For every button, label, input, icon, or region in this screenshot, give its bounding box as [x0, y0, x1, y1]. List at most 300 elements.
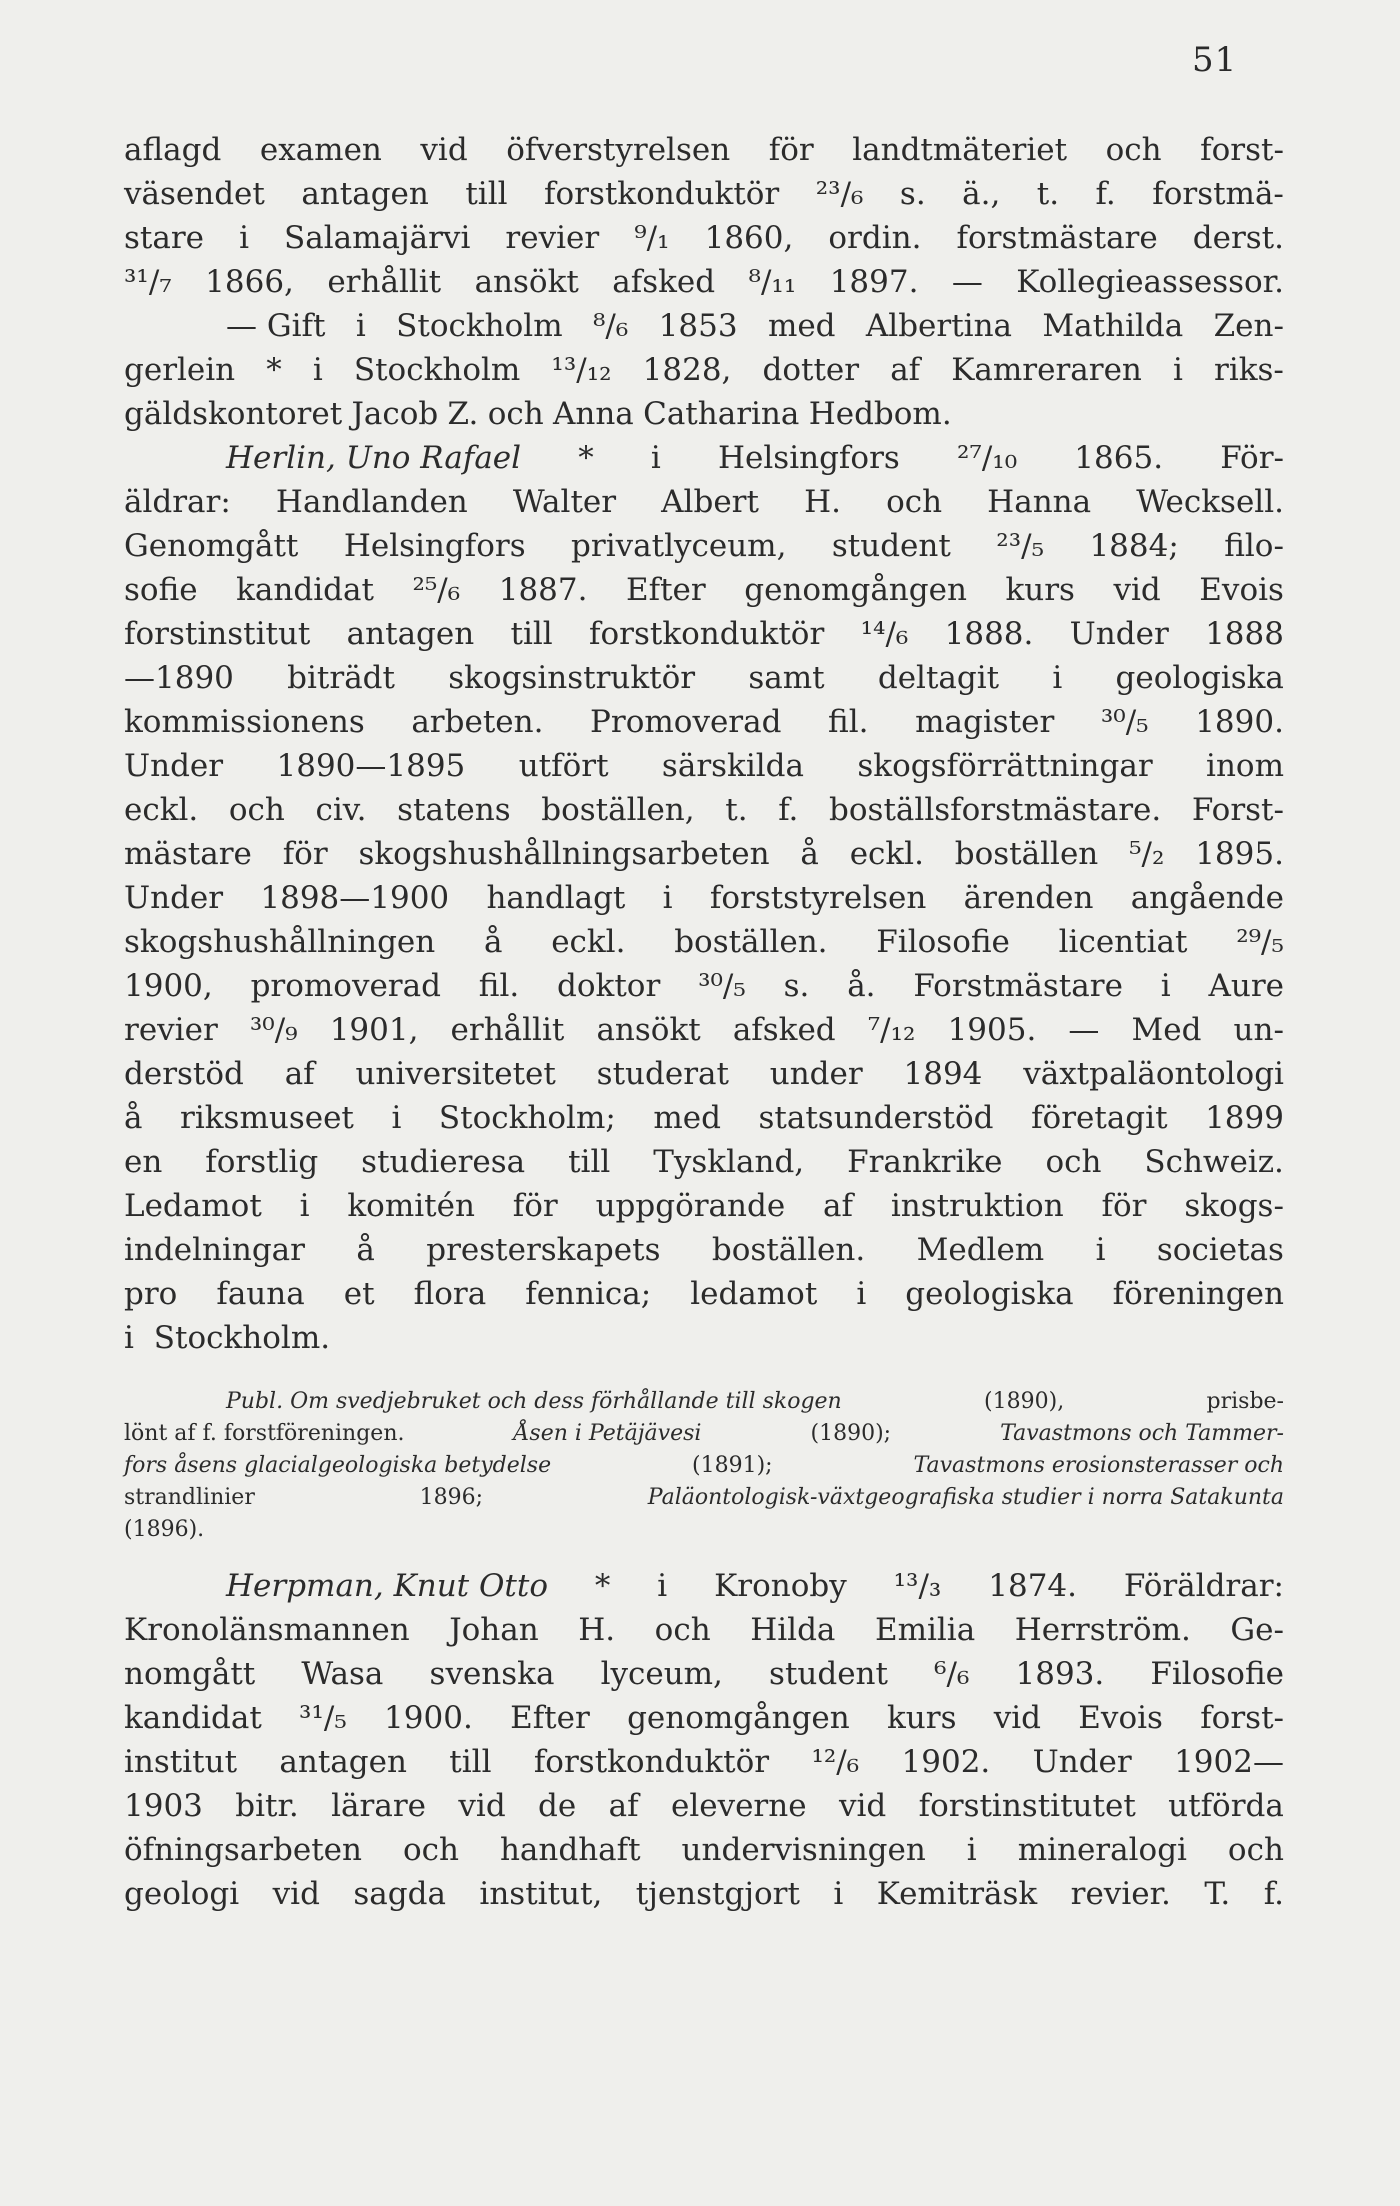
word: 1895.	[1195, 836, 1284, 872]
word: landtmäteriet	[852, 132, 1068, 168]
word: Stockholm	[396, 308, 563, 344]
word: till	[510, 616, 553, 652]
word: ³⁰/₅	[1100, 704, 1149, 740]
word: 1890.	[1195, 704, 1284, 740]
word: för	[512, 1188, 558, 1224]
text-line	[124, 524, 1284, 568]
word: Kronolänsmannen	[124, 1612, 410, 1648]
word: strandlinier	[124, 1485, 255, 1510]
word: å.	[847, 968, 876, 1004]
word: —1890	[124, 660, 234, 696]
word: ⁹/₁	[634, 220, 670, 256]
word: svenska	[429, 1656, 555, 1692]
word: H.	[578, 1612, 616, 1648]
word: Promoverad	[590, 704, 782, 740]
text-line	[124, 1386, 1284, 1418]
word: Stockholm	[353, 352, 521, 388]
text-line	[124, 436, 1284, 480]
word: Medlem	[916, 1232, 1045, 1268]
word: ⁷/₁₂	[867, 1012, 916, 1048]
word: Kronoby	[714, 1568, 847, 1604]
text-line	[124, 1828, 1284, 1872]
word: gerlein	[124, 352, 236, 388]
word: Herlin, Uno Rafael	[226, 440, 522, 476]
word: 1874.	[988, 1568, 1077, 1604]
word: privatlyceum,	[571, 528, 787, 564]
word: eckl.	[849, 836, 924, 872]
word: forstmästare	[956, 220, 1158, 256]
word: 1902.	[901, 1744, 991, 1780]
word: Helsingfors	[718, 440, 900, 476]
word: fil.	[478, 968, 520, 1004]
word: 1866,	[205, 264, 294, 300]
word: kurs	[1005, 572, 1075, 608]
word: i	[1172, 352, 1183, 388]
word: 1900,	[124, 968, 213, 1004]
word: en	[124, 1144, 163, 1180]
word: Evois	[1199, 572, 1284, 608]
text-line	[124, 1272, 1284, 1316]
word: geologi	[124, 1876, 240, 1912]
word: för	[282, 836, 328, 872]
word: Under	[124, 748, 224, 784]
word: Åsen i Petäjävesi	[513, 1421, 702, 1446]
word: angående	[1130, 880, 1284, 916]
word: i	[1052, 660, 1063, 696]
page-number: 51	[1192, 40, 1238, 80]
word: 1853	[658, 308, 738, 344]
word: aflagd	[124, 132, 222, 168]
word: till	[465, 176, 508, 212]
word: i	[312, 352, 323, 388]
word: instruktion	[890, 1188, 1064, 1224]
word: (1890);	[810, 1421, 892, 1446]
text-line	[124, 876, 1284, 920]
word: Aure	[1208, 968, 1284, 1004]
text-line	[124, 1008, 1284, 1052]
word: Filosofie	[1150, 1656, 1284, 1692]
word: derst.	[1192, 220, 1284, 256]
word: å	[124, 1100, 143, 1136]
word: Under	[124, 880, 224, 916]
word: Under	[1032, 1744, 1132, 1780]
word: gäldskontoret	[124, 396, 343, 432]
word: Emilia	[874, 1612, 976, 1648]
word: 1865.	[1074, 440, 1164, 476]
word: antagen	[346, 616, 475, 652]
word: un-	[1233, 1012, 1284, 1048]
word: af	[823, 1188, 854, 1224]
word: inom	[1206, 748, 1284, 784]
text-line	[124, 1608, 1284, 1652]
word: Föräldrar:	[1123, 1568, 1284, 1604]
word: öfningsarbeten	[124, 1832, 362, 1868]
word: för	[768, 132, 814, 168]
word: geologiska	[1115, 660, 1284, 696]
word: — Gift	[226, 308, 326, 344]
word: erhållit	[327, 264, 442, 300]
word: Forst-	[1191, 792, 1284, 828]
word: erhållit	[450, 1012, 565, 1048]
word: vid	[838, 1788, 887, 1824]
text-line	[124, 656, 1284, 700]
word: mästare	[124, 836, 252, 872]
word: Paläontologisk-växtgeografiska studier i norra Satakunta	[647, 1485, 1284, 1510]
word: biträdt	[287, 660, 395, 696]
word: företagit	[1031, 1100, 1168, 1136]
word: vid	[1113, 572, 1161, 608]
text-line	[124, 172, 1284, 216]
word: handhaft	[499, 1832, 641, 1868]
text-line	[124, 392, 1284, 436]
word: Ge-	[1230, 1612, 1284, 1648]
word: särskilda	[661, 748, 804, 784]
word: af	[284, 1056, 315, 1092]
word: fauna	[216, 1276, 305, 1312]
text-line	[124, 1564, 1284, 1608]
word: boställen,	[541, 792, 695, 828]
word: 1893.	[1015, 1656, 1105, 1692]
word: Tavastmons och Tammer-	[1000, 1421, 1284, 1446]
text-line	[124, 1418, 1284, 1450]
word: statsunderstöd	[758, 1100, 994, 1136]
word: och	[886, 484, 943, 520]
word: och	[1105, 132, 1162, 168]
word: sofie	[124, 572, 198, 608]
word: skogs-	[1184, 1188, 1284, 1224]
word: och	[1227, 1832, 1284, 1868]
word: deltagit	[877, 660, 1000, 696]
text-line	[124, 480, 1284, 524]
word: vid	[458, 1788, 506, 1824]
word: i	[391, 1100, 402, 1136]
word: å	[800, 836, 819, 872]
word: 1887.	[498, 572, 588, 608]
word: forstkonduktör	[533, 1744, 770, 1780]
word: ledamot	[690, 1276, 818, 1312]
word: boställen.	[711, 1232, 866, 1268]
publications-list	[124, 1386, 1284, 1546]
word: Kollegieassessor.	[1016, 264, 1284, 300]
text-line	[124, 1450, 1284, 1482]
word: institut	[124, 1744, 238, 1780]
word: för	[1101, 1188, 1147, 1224]
word: *	[578, 440, 594, 476]
word: mineralogi	[1017, 1832, 1187, 1868]
word: 1888	[1205, 616, 1284, 652]
word: skogshushållningsarbeten	[358, 836, 770, 872]
word: under	[769, 1056, 863, 1092]
word: ²³/₆	[815, 176, 864, 212]
word: Ledamot	[124, 1188, 262, 1224]
word: och	[228, 792, 285, 828]
word: till	[568, 1144, 611, 1180]
word: kandidat	[124, 1700, 262, 1736]
word: filo-	[1224, 528, 1284, 564]
word: Salamajärvi	[284, 220, 471, 256]
word: universitetet	[355, 1056, 556, 1092]
word: i	[657, 1568, 668, 1604]
word: Z.	[447, 396, 479, 432]
word: Wasa	[301, 1656, 384, 1692]
word: afsked	[732, 1012, 836, 1048]
word: boställsforstmästare.	[829, 792, 1162, 828]
word: ⁵/₂	[1129, 836, 1165, 872]
word: antagen	[301, 176, 429, 212]
word: ²⁹/₅	[1236, 924, 1284, 960]
word: ²⁵/₆	[412, 572, 461, 608]
word: Wecksell.	[1136, 484, 1284, 520]
word: derstöd	[124, 1056, 244, 1092]
word: ³¹/₅	[299, 1700, 347, 1736]
word: i	[299, 1188, 310, 1224]
word: Efter	[510, 1700, 590, 1736]
word: Johan	[449, 1612, 539, 1648]
word: forst-	[1200, 132, 1284, 168]
word: Filosofie	[876, 924, 1010, 960]
word: kommissionens	[124, 704, 365, 740]
word: tjenstgjort	[635, 1876, 800, 1912]
word: forstkonduktör	[543, 176, 780, 212]
word: ²³/₅	[996, 528, 1044, 564]
word: Kemiträsk	[876, 1876, 1038, 1912]
text-line	[124, 1652, 1284, 1696]
word: med	[767, 308, 836, 344]
word: vid	[993, 1700, 1042, 1736]
word: Med	[1131, 1012, 1202, 1048]
word: i	[966, 1832, 977, 1868]
word: Evois	[1078, 1700, 1163, 1736]
word: Tavastmons erosionsterasser och	[913, 1453, 1284, 1478]
word: ³⁰/₉	[249, 1012, 298, 1048]
word: institut,	[479, 1876, 603, 1912]
word: Albert	[661, 484, 759, 520]
word: i Stockholm.	[124, 1320, 331, 1356]
word: ³¹/₇	[124, 264, 172, 300]
text-line	[124, 832, 1284, 876]
word: 1894	[903, 1056, 983, 1092]
word: handlagt	[486, 880, 626, 916]
word: 1890—1895	[276, 748, 466, 784]
word: ansökt	[596, 1012, 701, 1048]
word: och	[487, 396, 544, 432]
word: (1891);	[692, 1453, 773, 1478]
word: antagen	[279, 1744, 407, 1780]
word: Forstmästare	[913, 968, 1123, 1004]
word: å	[356, 1232, 375, 1268]
word: pro	[124, 1276, 178, 1312]
text-line	[124, 964, 1284, 1008]
word: i	[1160, 968, 1171, 1004]
word: eckl.	[551, 924, 626, 960]
word: et	[343, 1276, 375, 1312]
word: ⁸/₆	[592, 308, 629, 344]
word: promoverad	[250, 968, 441, 1004]
word: Tyskland,	[653, 1144, 805, 1180]
word: utförda	[1168, 1788, 1284, 1824]
word: skogshushållningen	[124, 924, 436, 960]
word: ¹³/₃	[893, 1568, 942, 1604]
word: revier	[124, 1012, 218, 1048]
word: ²⁷/₁₀	[956, 440, 1018, 476]
word: —	[1068, 1012, 1100, 1048]
text-line	[124, 700, 1284, 744]
word: riksmuseet	[180, 1100, 354, 1136]
word: i	[662, 880, 673, 916]
word: 1900.	[384, 1700, 473, 1736]
word: och	[402, 1832, 459, 1868]
word: 1903	[124, 1788, 203, 1824]
text-line	[124, 744, 1284, 788]
word: i	[856, 1276, 867, 1312]
word: Handlanden	[275, 484, 468, 520]
word: *	[266, 352, 282, 388]
text-line	[124, 1096, 1284, 1140]
word: genomgången	[627, 1700, 850, 1736]
word: Mathilda	[1042, 308, 1184, 344]
word: Albertina	[865, 308, 1013, 344]
word: Genomgått	[124, 528, 299, 564]
word: studerat	[596, 1056, 729, 1092]
word: (1890),	[984, 1389, 1065, 1414]
word: väsendet	[124, 176, 265, 212]
word: student	[831, 528, 951, 564]
word: bitr.	[235, 1788, 299, 1824]
word: examen	[259, 132, 382, 168]
word: fennica;	[525, 1276, 652, 1312]
word: s.	[899, 176, 926, 212]
word: samt	[748, 660, 825, 696]
word: å	[483, 924, 503, 960]
word: forst-	[1200, 1700, 1284, 1736]
word: ⁸/₁₁	[748, 264, 797, 300]
word: Publ. Om svedjebruket och dess förhållande till skogen	[226, 1389, 842, 1414]
word: revier.	[1070, 1876, 1171, 1912]
word: 1905.	[947, 1012, 1037, 1048]
word: För-	[1220, 440, 1284, 476]
word: i	[833, 1876, 844, 1912]
word: ansökt	[474, 264, 579, 300]
word: Zen-	[1213, 308, 1284, 344]
publications-block	[124, 1386, 1284, 1546]
text-line	[124, 1184, 1284, 1228]
word: i	[1095, 1232, 1106, 1268]
word: 1896;	[419, 1485, 484, 1510]
text-line	[124, 788, 1284, 832]
word: boställen.	[674, 924, 828, 960]
word: lönt af f. forstföreningen.	[124, 1421, 405, 1446]
word: öfverstyrelsen	[506, 132, 731, 168]
word: civ.	[315, 792, 367, 828]
text-line	[124, 348, 1284, 392]
word: forstlig	[205, 1144, 319, 1180]
text-line	[124, 1482, 1284, 1514]
word: f.	[1263, 1876, 1284, 1912]
word: undervisningen	[681, 1832, 926, 1868]
text-line	[124, 304, 1284, 348]
text-line	[124, 612, 1284, 656]
word: utfört	[518, 748, 609, 784]
word: komitén	[347, 1188, 475, 1224]
word: Herpman, Knut Otto	[226, 1568, 548, 1604]
text-line	[124, 1872, 1284, 1916]
word: Walter	[512, 484, 617, 520]
word: statens	[397, 792, 511, 828]
word: f.	[778, 792, 799, 828]
word: lyceum,	[600, 1656, 723, 1692]
word: föreningen	[1112, 1276, 1284, 1312]
word: Schweiz.	[1144, 1144, 1284, 1180]
word: 1899	[1205, 1100, 1284, 1136]
text-line	[124, 1316, 1284, 1360]
word: afsked	[612, 264, 716, 300]
word: ⁶/₆	[934, 1656, 970, 1692]
word: vid	[420, 132, 468, 168]
text-line	[124, 1514, 1284, 1546]
text-line	[124, 128, 1284, 172]
text-line	[124, 1052, 1284, 1096]
text-line	[124, 1784, 1284, 1828]
word: 1884;	[1089, 528, 1179, 564]
word: Helsingfors	[343, 528, 526, 564]
word: geologiska	[905, 1276, 1074, 1312]
word: Hanna	[987, 484, 1092, 520]
word: till	[449, 1744, 492, 1780]
word: (1896).	[124, 1517, 205, 1542]
word: kurs	[887, 1700, 957, 1736]
word: boställen	[954, 836, 1099, 872]
word: sagda	[353, 1876, 446, 1912]
word: Herrström.	[1014, 1612, 1191, 1648]
word: revier	[505, 220, 600, 256]
word: Hilda	[750, 1612, 836, 1648]
text-line	[124, 1140, 1284, 1184]
word: presterskapets	[426, 1232, 661, 1268]
text-line	[124, 920, 1284, 964]
word: ordin.	[828, 220, 922, 256]
word: kandidat	[236, 572, 374, 608]
word: studieresa	[361, 1144, 526, 1180]
word: 1897.	[829, 264, 919, 300]
word: Stockholm;	[438, 1100, 616, 1136]
word: 1888.	[944, 616, 1034, 652]
word: af	[890, 352, 921, 388]
word: skogsinstruktör	[448, 660, 696, 696]
text-line	[124, 568, 1284, 612]
word: 1898—1900	[260, 880, 450, 916]
word: flora	[413, 1276, 487, 1312]
word: ³⁰/₅	[698, 968, 746, 1004]
word: f.	[1095, 176, 1116, 212]
word: och	[654, 1612, 711, 1648]
word: ¹⁴/₆	[860, 616, 909, 652]
word: prisbe-	[1206, 1389, 1284, 1414]
word: af	[608, 1788, 639, 1824]
entry-continuation-and-herlin	[124, 128, 1284, 1360]
entry-herpman	[124, 1564, 1284, 1916]
word: forststyrelsen	[709, 880, 927, 916]
word: *	[594, 1568, 611, 1604]
word: genomgången	[744, 572, 967, 608]
word: skogsförrättningar	[857, 748, 1153, 784]
word: Efter	[626, 572, 706, 608]
word: fors åsens glacialgeologiska betydelse	[124, 1453, 552, 1478]
text-line	[124, 260, 1284, 304]
word: ¹²/₆	[811, 1744, 860, 1780]
word: Jacob	[351, 396, 439, 432]
text-line	[124, 216, 1284, 260]
word: uppgörande	[595, 1188, 786, 1224]
